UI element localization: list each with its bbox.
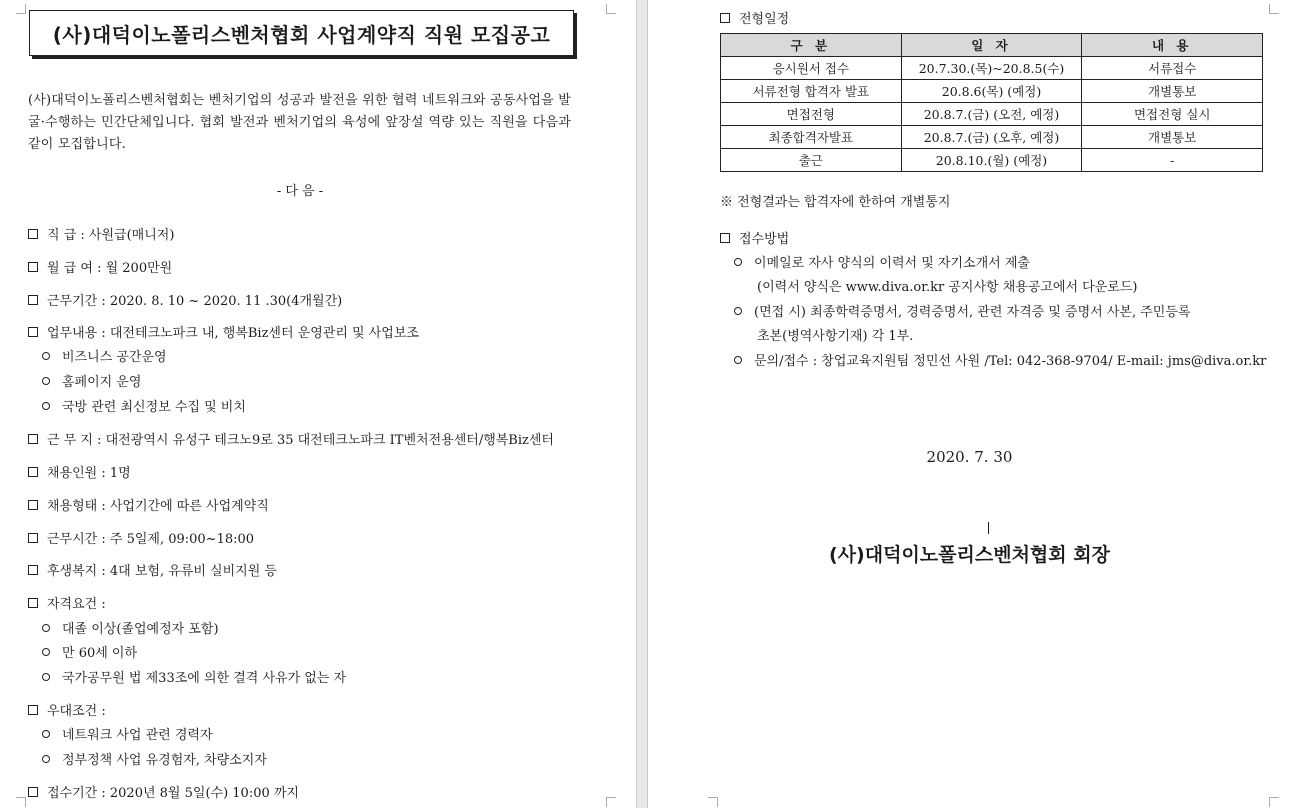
schedule-heading-text: 전형일정 [739,12,790,27]
bullet-circle-icon [734,356,742,364]
table-cell: 최종합격자발표 [721,126,902,149]
margin-corner-mark [1269,4,1279,14]
qualification-item-text: 국가공무원 법 제33조에 의한 결격 사유가 없는 자 [62,671,347,686]
table-cell: 20.7.30.(목)~20.8.5(수) [901,57,1082,80]
bullet-circle-icon [734,307,742,315]
duty-item-text: 홈페이지 운영 [62,375,142,390]
table-cell: 20.8.6(목) (예정) [901,80,1082,103]
column-header: 일 자 [901,34,1082,57]
page-gutter [636,0,648,808]
checkbox-square-icon [28,229,38,239]
item-welfare-text: 후생복지 : 4대 보험, 유류비 실비지원 등 [47,564,277,579]
application-subline [757,325,913,344]
bullet-circle-icon [42,648,50,656]
checkbox-square-icon [28,327,38,337]
application-heading-text: 접수방법 [739,232,790,247]
checkbox-square-icon [28,533,38,543]
table-row [721,80,1263,103]
margin-corner-mark [16,797,26,807]
page-title: (사)대덕이노폴리스벤처협회 사업계약직 직원 모집공고 [29,10,574,56]
bullet-circle-icon [42,377,50,385]
table-cell: 출근 [721,149,902,172]
table-cell: - [1082,149,1263,172]
duty-item-text: 국방 관련 최신정보 수집 및 비치 [62,400,246,415]
qualification-item [42,618,219,637]
bullet-circle-icon [42,624,50,632]
item-welfare [28,560,277,579]
table-cell: 서류접수 [1082,57,1263,80]
item-duties [28,322,419,341]
item-preferred [28,700,106,719]
table-cell: 면접전형 실시 [1082,103,1263,126]
application-subline-text: (이력서 양식은 www.diva.or.kr 공지사항 채용공고에서 다운로드) [757,280,1138,295]
text-cursor [988,522,989,534]
application-item-text: (면접 시) 최종학력증명서, 경력증명서, 관련 자격증 및 증명서 사본, 주민등록 [754,305,1191,320]
preferred-item [42,749,267,768]
application-item [734,301,1190,320]
checkbox-square-icon [720,13,730,23]
qualification-item-text: 만 60세 이하 [62,646,138,661]
application-subline-text: 초본(병역사항기재) 각 1부. [757,329,914,344]
schedule-table [720,33,1263,172]
item-location-text: 근 무 지 : 대전광역시 유성구 테크노9로 35 대전테크노파크 IT벤처전용센터/행복Biz센터 [47,433,554,448]
item-qualifications-text: 자격요건 : [47,597,106,612]
duty-item [42,396,246,415]
table-row [721,103,1263,126]
application-subline [757,276,1137,295]
table-cell: 서류전형 합격자 발표 [721,80,902,103]
qualification-item-text: 대졸 이상(졸업예정자 포함) [62,622,219,637]
checkbox-square-icon [28,295,38,305]
preferred-item-text: 정부정책 사업 유경험자, 차량소지자 [62,753,267,768]
qualification-item [42,642,137,661]
duty-item-text: 비즈니스 공간운영 [62,350,167,365]
item-hours-text: 근무시간 : 주 5일제, 09:00~18:00 [47,532,255,547]
application-item-text: 이메일로 자사 양식의 이력서 및 자기소개서 제출 [754,256,1030,271]
schedule-heading [720,8,789,27]
schedule-note-text: ※ 전형결과는 합격자에 한하여 개별통지 [720,195,951,210]
item-rank-text: 직 급 : 사원급(매니저) [47,228,175,243]
preferred-item-text: 네트워크 사업 관련 경력자 [62,728,213,743]
application-item-text: 문의/접수 : 창업교육지원팀 정민선 사원 /Tel: 042-368-9704/ E-mail: jms@diva.or.kr [754,354,1267,369]
table-cell: 20.8.7.(금) (오전, 예정) [901,103,1082,126]
table-cell: 20.8.7.(금) (오후, 예정) [901,126,1082,149]
bullet-circle-icon [734,258,742,266]
table-cell: 개별통보 [1082,126,1263,149]
item-qualifications [28,593,106,612]
column-header: 구 분 [721,34,902,57]
item-rank [28,224,174,243]
item-headcount [28,462,131,481]
intro-paragraph: (사)대덕이노폴리스벤처협회는 벤처기업의 성공과 발전을 위한 협력 네트워크와 공동사업을 발굴·수행하는 민간단체입니다. 협회 발전과 벤처기업의 육성에 앞장설 역량 있는 직원을 다음과 같이 모집합니다. [28,93,571,152]
bullet-circle-icon [42,755,50,763]
checkbox-square-icon [28,500,38,510]
bullet-circle-icon [42,673,50,681]
item-type-text: 채용형태 : 사업기간에 따른 사업계약직 [47,499,269,514]
item-duties-text: 업무내용 : 대전테크노파크 내, 행복Biz센터 운영관리 및 사업보조 [47,326,419,341]
checkbox-square-icon [28,434,38,444]
checkbox-square-icon [28,787,38,797]
item-salary [28,257,172,276]
table-cell: 면접전형 [721,103,902,126]
margin-corner-mark [708,797,718,807]
table-cell: 개별통보 [1082,80,1263,103]
qualification-item [42,667,346,686]
item-period [28,290,342,309]
checkbox-square-icon [28,598,38,608]
item-hours [28,528,254,547]
column-header: 내 용 [1082,34,1263,57]
bullet-circle-icon [42,352,50,360]
schedule-note [720,191,950,210]
item-preferred-text: 우대조건 : [47,704,106,719]
application-heading [720,228,789,247]
bullet-circle-icon [42,730,50,738]
divider-text: - 다 음 - [276,184,324,199]
margin-corner-mark [1269,797,1279,807]
duty-item [42,371,141,390]
table-row [721,57,1263,80]
item-headcount-text: 채용인원 : 1명 [47,466,131,481]
table-cell: 20.8.10.(월) (예정) [901,149,1082,172]
item-location [28,429,554,448]
table-header-row [721,34,1263,57]
bullet-circle-icon [42,402,50,410]
item-salary-text: 월 급 여 : 월 200만원 [47,261,173,276]
checkbox-square-icon [28,565,38,575]
application-item [734,252,1030,271]
table-cell: 응시원서 접수 [721,57,902,80]
checkbox-square-icon [28,467,38,477]
duty-item [42,346,167,365]
margin-corner-mark [606,4,616,14]
announcement-date: 2020. 7. 30 [926,448,1013,466]
checkbox-square-icon [28,262,38,272]
item-type [28,495,269,514]
preferred-item [42,724,213,743]
document-page-1 [0,0,636,808]
checkbox-square-icon [720,233,730,243]
margin-corner-mark [16,4,26,14]
signature-line: (사)대덕이노폴리스벤처협회 회장 [829,544,1110,566]
table-row [721,126,1263,149]
application-item [734,350,1266,369]
item-deadline-text: 접수기간 : 2020년 8월 5일(수) 10:00 까지 [47,786,299,801]
margin-corner-mark [606,797,616,807]
table-row [721,149,1263,172]
checkbox-square-icon [28,705,38,715]
item-deadline [28,782,299,801]
item-period-text: 근무기간 : 2020. 8. 10 ~ 2020. 11 .30(4개월간) [47,294,343,309]
